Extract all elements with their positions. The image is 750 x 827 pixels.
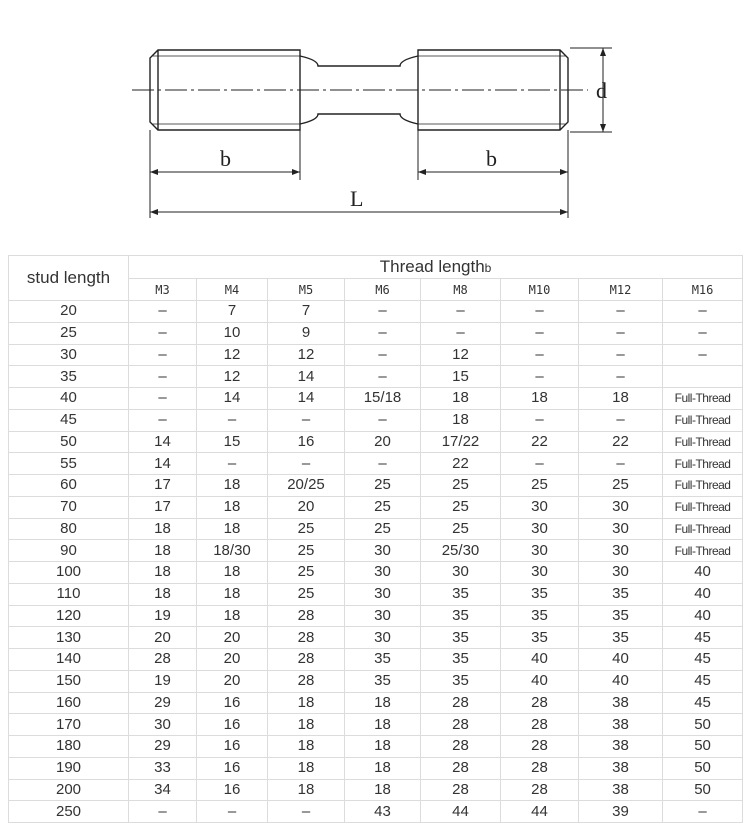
thread-length-cell: 35 [501, 583, 579, 605]
stud-bolt-diagram [0, 0, 750, 240]
thread-length-cell: 39 [579, 801, 663, 823]
stud-length-cell: 60 [9, 475, 129, 497]
thread-length-cell: 38 [579, 714, 663, 736]
thread-length-cell: 18 [579, 388, 663, 410]
thread-length-cell: 45 [663, 670, 743, 692]
thread-length-cell: 15 [421, 366, 501, 388]
thread-length-cell: 18 [129, 562, 197, 584]
thread-length-cell: 25 [501, 475, 579, 497]
thread-length-cell: 35 [421, 649, 501, 671]
thread-length-cell: 28 [421, 692, 501, 714]
thread-length-cell: 28 [129, 649, 197, 671]
stud-length-cell: 80 [9, 518, 129, 540]
table-row [9, 670, 743, 692]
thread-length-cell: 35 [421, 583, 501, 605]
thread-length-cell: 29 [129, 736, 197, 758]
thread-length-cell: 28 [421, 736, 501, 758]
stud-length-cell: 25 [9, 322, 129, 344]
size-header-m10: M10 [501, 279, 579, 301]
thread-length-cell: 30 [501, 496, 579, 518]
thread-length-cell: 28 [268, 649, 345, 671]
thread-length-cell: – [345, 409, 421, 431]
thread-length-cell: 25 [421, 496, 501, 518]
table-body [9, 301, 743, 823]
thread-length-cell: – [197, 801, 268, 823]
dim-label-L: L [350, 186, 364, 211]
thread-length-cell: Full-Thread [663, 540, 743, 562]
stud-length-header: stud length [9, 256, 129, 301]
thread-length-cell: – [345, 453, 421, 475]
stud-length-cell: 140 [9, 649, 129, 671]
thread-length-cell: 25 [579, 475, 663, 497]
thread-length-cell: 28 [268, 627, 345, 649]
thread-length-cell: – [268, 409, 345, 431]
thread-length-cell: – [579, 344, 663, 366]
thread-length-cell: 12 [268, 344, 345, 366]
thread-length-cell: – [129, 344, 197, 366]
thread-length-cell: 20 [268, 496, 345, 518]
thread-length-cell: 30 [501, 518, 579, 540]
thread-length-cell: 18/30 [197, 540, 268, 562]
stud-length-cell: 50 [9, 431, 129, 453]
thread-length-cell: 18 [268, 757, 345, 779]
size-header-m5: M5 [268, 279, 345, 301]
stud-length-cell: 200 [9, 779, 129, 801]
thread-length-cell: – [501, 366, 579, 388]
thread-length-cell: 25 [268, 540, 345, 562]
table-row [9, 605, 743, 627]
stud-length-cell: 30 [9, 344, 129, 366]
thread-length-cell: 7 [268, 301, 345, 323]
thread-length-cell: 50 [663, 736, 743, 758]
table-row [9, 649, 743, 671]
thread-length-cell: – [579, 409, 663, 431]
size-header-m16: M16 [663, 279, 743, 301]
thread-length-cell: 15 [197, 431, 268, 453]
thread-length-cell: – [501, 344, 579, 366]
thread-length-cell: 28 [268, 670, 345, 692]
thread-length-cell: 40 [663, 562, 743, 584]
thread-length-cell: 9 [268, 322, 345, 344]
thread-length-cell: 18 [268, 714, 345, 736]
thread-length-cell: 38 [579, 692, 663, 714]
thread-length-cell: – [197, 409, 268, 431]
stud-length-cell: 190 [9, 757, 129, 779]
thread-length-cell: – [501, 409, 579, 431]
thread-length-cell: 14 [129, 431, 197, 453]
thread-length-cell: 25 [345, 475, 421, 497]
thread-length-cell: 18 [129, 518, 197, 540]
thread-length-cell: 18 [421, 409, 501, 431]
thread-length-cell: 18 [197, 496, 268, 518]
thread-length-cell: 34 [129, 779, 197, 801]
thread-length-cell: 18 [268, 736, 345, 758]
thread-length-cell: – [663, 344, 743, 366]
thread-length-cell: 20 [197, 649, 268, 671]
table-row [9, 409, 743, 431]
thread-length-cell: 45 [663, 649, 743, 671]
thread-length-cell: 35 [579, 627, 663, 649]
thread-length-cell: 30 [501, 562, 579, 584]
thread-length-cell: 22 [579, 431, 663, 453]
dim-label-b-left: b [220, 146, 231, 171]
thread-length-cell: – [268, 801, 345, 823]
thread-length-cell: 28 [501, 757, 579, 779]
table-row [9, 736, 743, 758]
thread-length-cell: 18 [197, 605, 268, 627]
thread-length-cell: 18 [197, 562, 268, 584]
thread-length-cell: – [579, 366, 663, 388]
thread-length-cell: 18 [197, 583, 268, 605]
stud-length-cell: 110 [9, 583, 129, 605]
thread-length-cell: 25 [268, 518, 345, 540]
thread-length-cell: – [345, 366, 421, 388]
thread-length-cell: 20/25 [268, 475, 345, 497]
thread-length-cell: 25 [268, 583, 345, 605]
table-row [9, 496, 743, 518]
thread-length-cell: 35 [421, 670, 501, 692]
thread-length-cell: 17 [129, 475, 197, 497]
table-row [9, 431, 743, 453]
thread-length-cell: 20 [129, 627, 197, 649]
thread-length-cell: 16 [197, 714, 268, 736]
thread-length-cell: 20 [197, 670, 268, 692]
size-header-m12: M12 [579, 279, 663, 301]
thread-length-cell: 35 [579, 583, 663, 605]
thread-length-cell: 16 [197, 779, 268, 801]
thread-length-cell: 14 [197, 388, 268, 410]
thread-length-cell: – [345, 301, 421, 323]
thread-length-cell: 16 [197, 692, 268, 714]
thread-length-cell: 25 [268, 562, 345, 584]
thread-length-cell: – [663, 301, 743, 323]
thread-length-table [8, 255, 743, 823]
thread-length-cell: 18 [268, 692, 345, 714]
table-row [9, 388, 743, 410]
thread-length-cell: 14 [129, 453, 197, 475]
thread-length-cell: 33 [129, 757, 197, 779]
thread-length-cell: – [579, 322, 663, 344]
thread-length-cell: 50 [663, 714, 743, 736]
thread-length-cell: 18 [268, 779, 345, 801]
table-row [9, 540, 743, 562]
thread-length-cell: Full-Thread [663, 409, 743, 431]
stud-length-cell: 250 [9, 801, 129, 823]
arrowheads [150, 48, 606, 215]
thread-length-cell: 45 [663, 692, 743, 714]
dim-label-d: d [596, 78, 607, 103]
thread-length-cell: 18 [345, 736, 421, 758]
thread-length-cell: 18 [345, 692, 421, 714]
thread-length-cell: Full-Thread [663, 475, 743, 497]
thread-length-cell: – [197, 453, 268, 475]
thread-length-cell: 30 [345, 540, 421, 562]
thread-length-cell: 40 [579, 670, 663, 692]
thread-length-cell: 17 [129, 496, 197, 518]
thread-length-cell: 28 [421, 714, 501, 736]
thread-length-cell: 28 [501, 714, 579, 736]
thread-length-cell: – [129, 322, 197, 344]
thread-length-cell: 30 [579, 540, 663, 562]
thread-length-cell: 35 [501, 605, 579, 627]
thread-length-cell: 18 [345, 779, 421, 801]
thread-length-cell: – [421, 301, 501, 323]
thread-length-header [129, 256, 743, 279]
thread-length-cell: 30 [421, 562, 501, 584]
thread-length-cell: 20 [197, 627, 268, 649]
table-row [9, 714, 743, 736]
thread-length-cell: 30 [345, 605, 421, 627]
thread-length-cell: 25 [421, 475, 501, 497]
thread-length-cell: 38 [579, 757, 663, 779]
thread-length-cell: 28 [501, 736, 579, 758]
thread-length-cell: 30 [345, 583, 421, 605]
stud-length-cell: 130 [9, 627, 129, 649]
thread-length-cell: 16 [197, 757, 268, 779]
thread-length-cell: 40 [663, 605, 743, 627]
thread-length-symbol: b [484, 260, 492, 275]
stud-length-cell: 70 [9, 496, 129, 518]
thread-length-cell: 44 [421, 801, 501, 823]
dimension-lines [150, 48, 612, 218]
stud-length-cell: 90 [9, 540, 129, 562]
thread-length-cell: – [268, 453, 345, 475]
thread-length-cell: 50 [663, 779, 743, 801]
table-row [9, 344, 743, 366]
thread-length-cell: – [501, 453, 579, 475]
thread-length-cell: 40 [579, 649, 663, 671]
thread-length-cell: 12 [197, 366, 268, 388]
size-header-m3: M3 [129, 279, 197, 301]
thread-length-cell: – [345, 344, 421, 366]
thread-length-cell: 12 [197, 344, 268, 366]
thread-length-cell: – [129, 366, 197, 388]
thread-length-cell: 18 [129, 540, 197, 562]
thread-length-cell: 40 [663, 583, 743, 605]
thread-length-cell: – [345, 322, 421, 344]
table-row [9, 322, 743, 344]
thread-length-cell: 28 [501, 692, 579, 714]
thread-length-cell: 25 [345, 496, 421, 518]
thread-length-cell: 25 [345, 518, 421, 540]
size-header-m6: M6 [345, 279, 421, 301]
table-row [9, 801, 743, 823]
thread-length-cell: 25 [421, 518, 501, 540]
stud-length-cell: 35 [9, 366, 129, 388]
thread-length-cell: – [129, 409, 197, 431]
thread-length-cell: – [501, 301, 579, 323]
thread-length-cell: 29 [129, 692, 197, 714]
thread-length-cell: 43 [345, 801, 421, 823]
thread-length-cell: 18 [129, 583, 197, 605]
thread-length-cell: 17/22 [421, 431, 501, 453]
thread-length-cell: 19 [129, 605, 197, 627]
stud-length-cell: 55 [9, 453, 129, 475]
thread-length-cell: 35 [345, 670, 421, 692]
thread-length-cell: 45 [663, 627, 743, 649]
stud-length-cell: 120 [9, 605, 129, 627]
thread-length-cell: 35 [579, 605, 663, 627]
stud-length-cell: 100 [9, 562, 129, 584]
thread-length-cell: 30 [501, 540, 579, 562]
size-header-m4: M4 [197, 279, 268, 301]
table-row [9, 518, 743, 540]
thread-length-cell: 20 [345, 431, 421, 453]
thread-length-cell: 22 [421, 453, 501, 475]
thread-length-cell: – [421, 322, 501, 344]
thread-length-cell: 18 [197, 518, 268, 540]
thread-length-cell: 40 [501, 670, 579, 692]
thread-length-cell: Full-Thread [663, 431, 743, 453]
stud-length-cell: 180 [9, 736, 129, 758]
table-row [9, 779, 743, 801]
thread-length-cell: 35 [421, 605, 501, 627]
thread-length-cell: 40 [501, 649, 579, 671]
thread-length-cell: 10 [197, 322, 268, 344]
thread-length-cell: 18 [421, 388, 501, 410]
thread-length-cell: 30 [579, 496, 663, 518]
table-row [9, 475, 743, 497]
table-row [9, 453, 743, 475]
table-row [9, 301, 743, 323]
thread-length-cell: 50 [663, 757, 743, 779]
thread-length-cell: 35 [501, 627, 579, 649]
thread-length-cell: 28 [421, 757, 501, 779]
thread-length-cell: – [129, 301, 197, 323]
thread-length-cell: Full-Thread [663, 496, 743, 518]
stud-length-cell: 170 [9, 714, 129, 736]
thread-length-cell [663, 366, 743, 388]
stud-length-cell: 20 [9, 301, 129, 323]
size-header-m8: M8 [421, 279, 501, 301]
thread-length-cell: 28 [268, 605, 345, 627]
thread-length-label: Thread length [379, 256, 485, 276]
thread-length-cell: 30 [579, 562, 663, 584]
thread-length-cell: 38 [579, 736, 663, 758]
thread-length-cell: – [663, 322, 743, 344]
thread-length-cell: 14 [268, 388, 345, 410]
thread-length-cell: 18 [501, 388, 579, 410]
thread-length-cell: – [579, 453, 663, 475]
table-row [9, 583, 743, 605]
table-row [9, 562, 743, 584]
stud-length-cell: 150 [9, 670, 129, 692]
table-row [9, 366, 743, 388]
thread-length-cell: – [501, 322, 579, 344]
thread-length-cell: 28 [421, 779, 501, 801]
dim-label-b-right: b [486, 146, 497, 171]
thread-length-cell: – [663, 801, 743, 823]
stud-length-cell: 45 [9, 409, 129, 431]
thread-length-cell: – [579, 301, 663, 323]
thread-length-cell: 38 [579, 779, 663, 801]
thread-length-cell: Full-Thread [663, 453, 743, 475]
thread-length-cell: 30 [345, 627, 421, 649]
thread-length-cell: 7 [197, 301, 268, 323]
thread-length-cell: 28 [501, 779, 579, 801]
thread-length-cell: 16 [268, 431, 345, 453]
thread-length-cell: 22 [501, 431, 579, 453]
table-row [9, 627, 743, 649]
thread-length-cell: 35 [345, 649, 421, 671]
thread-length-cell: 30 [345, 562, 421, 584]
thread-length-cell: 30 [129, 714, 197, 736]
thread-length-cell: 18 [345, 757, 421, 779]
thread-length-cell: 30 [579, 518, 663, 540]
stud-length-cell: 40 [9, 388, 129, 410]
thread-length-cell: 14 [268, 366, 345, 388]
thread-length-cell: 18 [197, 475, 268, 497]
thread-length-cell: 18 [345, 714, 421, 736]
table-row [9, 692, 743, 714]
table-row [9, 757, 743, 779]
thread-length-cell: Full-Thread [663, 388, 743, 410]
thread-length-cell: 15/18 [345, 388, 421, 410]
thread-length-cell: 16 [197, 736, 268, 758]
thread-length-cell: 12 [421, 344, 501, 366]
thread-length-cell: – [129, 388, 197, 410]
stud-length-cell: 160 [9, 692, 129, 714]
thread-length-cell: – [129, 801, 197, 823]
thread-length-cell: Full-Thread [663, 518, 743, 540]
thread-length-cell: 19 [129, 670, 197, 692]
thread-length-cell: 25/30 [421, 540, 501, 562]
thread-length-cell: 35 [421, 627, 501, 649]
thread-length-cell: 44 [501, 801, 579, 823]
